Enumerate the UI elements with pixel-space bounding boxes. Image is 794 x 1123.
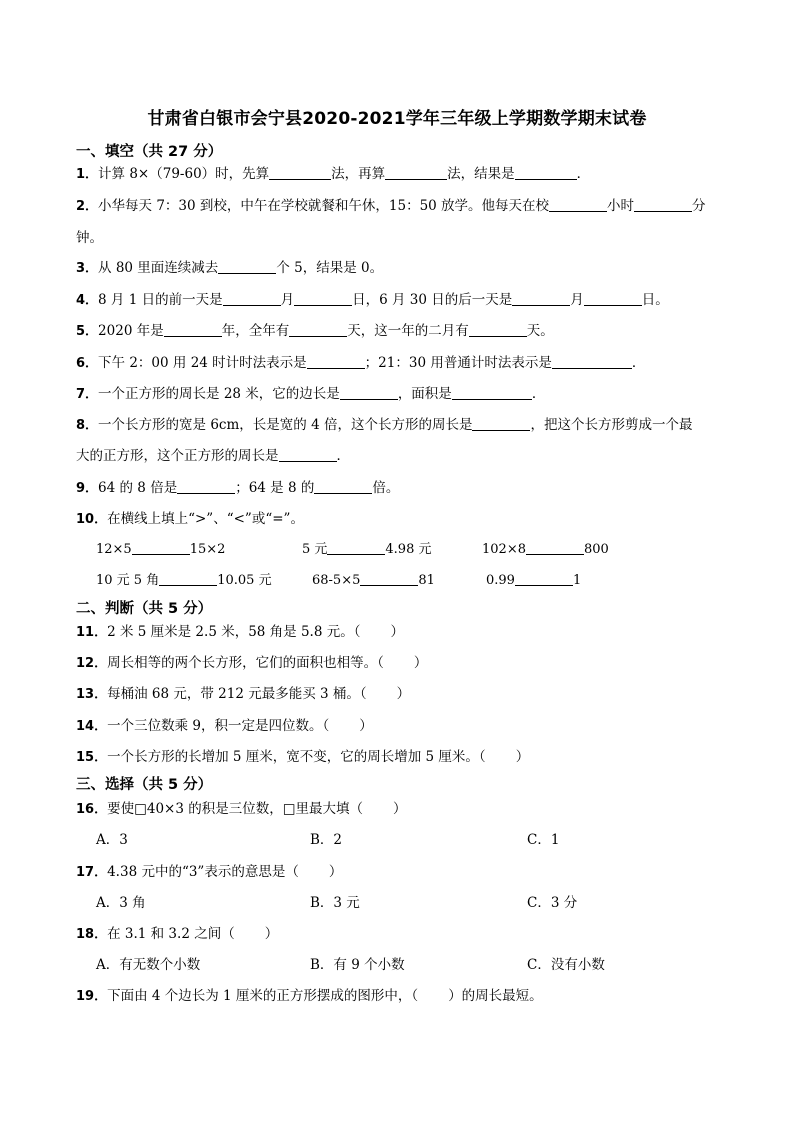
answer-blank[interactable] (452, 385, 532, 400)
compare-right: 800 (583, 542, 609, 557)
question-number: 6． (76, 356, 99, 371)
question-text: 月 (280, 292, 295, 308)
question-text: 一个正方形的周长是 28 米，它的边长是 (98, 386, 340, 402)
question-text: 日，6 月 30 日的后一天是 (352, 292, 513, 308)
question-text: ） (396, 686, 411, 702)
answer-blank[interactable] (279, 447, 337, 462)
question-text: ） (390, 624, 404, 640)
question-text: ． (576, 166, 591, 182)
question-text: ） (515, 749, 530, 765)
question-number: 3． (76, 261, 99, 276)
question-text: ． (631, 355, 646, 371)
question-text: 2020 年是 (98, 323, 164, 339)
question-text: ；21：30 用普通计时法表示是 (364, 355, 552, 371)
question-number: 10． (76, 512, 108, 527)
answer-blank[interactable] (469, 322, 527, 337)
question-text: 一个三位数乘 9，积一定是四位数。（ (107, 718, 330, 734)
page-title: 甘肃省白银市会宁县2020-2021学年三年级上学期数学期末试卷 (147, 109, 647, 129)
question-text: ）的周长最短。 (448, 988, 543, 1004)
option-b[interactable]: B．3 元 (310, 895, 360, 911)
answer-blank[interactable] (269, 165, 331, 180)
question-number: 16． (76, 802, 108, 817)
section-heading-true-false: 二、判断（共 5 分） (76, 601, 213, 617)
question-text: ） (359, 718, 373, 734)
question-text: 下午 2：00 用 24 时计时法表示是 (98, 355, 307, 371)
answer-blank[interactable] (472, 416, 530, 431)
compare-item (302, 540, 431, 560)
question-text: 一个长方形的宽是 6cm，长是宽的 4 倍，这个长方形的周长是 (98, 417, 473, 433)
question-text: 天。 (526, 323, 554, 339)
question-number: 12． (76, 656, 108, 671)
question-9 (76, 478, 399, 499)
compare-right: 10.05 元 (217, 573, 272, 588)
question-text: 法，再算 (331, 166, 386, 182)
answer-blank[interactable] (360, 571, 418, 586)
question-number: 9． (76, 481, 99, 496)
option-a[interactable]: A．3 角 (96, 895, 146, 911)
option-a[interactable]: A．有无数个小数 (96, 957, 201, 973)
compare-right: 15×2 (189, 542, 226, 557)
question-text: 个 5，结果是 0。 (276, 260, 384, 276)
compare-left: 102×8 (482, 542, 526, 557)
question-number: 18． (76, 927, 108, 942)
question-number: 1． (76, 167, 99, 182)
question-text: 在横线上填上“>”、“<”或“=”。 (107, 511, 304, 527)
question-6 (76, 353, 645, 374)
question-text: 小华每天 7：30 到校，中午在学校就餐和午休，15：50 放学。他每天在校 (98, 198, 550, 214)
answer-blank[interactable] (515, 165, 577, 180)
question-text: 小时 (607, 198, 635, 214)
option-b[interactable]: B．2 (310, 832, 343, 848)
question-text: ，把这个长方形剪成一个最 (530, 417, 693, 433)
question-2-continued (76, 228, 103, 248)
question-text: 4.38 元中的“3”表示的意思是（ (107, 864, 299, 880)
question-text: 周长相等的两个长方形，它们的面积也相等。（ (107, 655, 384, 671)
answer-blank[interactable] (177, 479, 235, 494)
question-19 (76, 986, 543, 1007)
answer-blank[interactable] (512, 291, 570, 306)
question-text: 每桶油 68 元，带 212 元最多能买 3 桶。（ (107, 686, 367, 702)
compare-right: 1 (572, 573, 582, 588)
question-text: ） (328, 864, 343, 880)
answer-blank[interactable] (294, 291, 352, 306)
question-8-continued (76, 446, 350, 466)
answer-blank[interactable] (307, 354, 365, 369)
question-text: ． (531, 386, 546, 402)
answer-blank[interactable] (634, 197, 692, 212)
compare-item (96, 540, 225, 560)
answer-blank[interactable] (314, 479, 372, 494)
question-number: 5． (76, 324, 99, 339)
question-14 (76, 716, 373, 737)
question-text: 法，结果是 (447, 166, 515, 182)
question-number: 7． (76, 387, 99, 402)
compare-item (312, 571, 435, 591)
compare-item (482, 540, 609, 560)
option-c[interactable]: C．没有小数 (527, 957, 605, 973)
question-text: ；64 是 8 的 (235, 480, 315, 496)
answer-blank[interactable] (340, 385, 398, 400)
question-15 (76, 747, 529, 768)
question-text: ） (413, 655, 428, 671)
question-8 (76, 415, 692, 436)
compare-right: 81 (418, 573, 435, 588)
question-text: 64 的 8 倍是 (98, 480, 178, 496)
question-text: 8 月 1 日的前一天是 (98, 292, 223, 308)
question-3 (76, 258, 383, 279)
question-number: 15． (76, 750, 108, 765)
question-2 (76, 196, 706, 217)
question-number: 11． (76, 625, 108, 640)
compare-item (486, 571, 581, 591)
question-number: 4． (76, 293, 99, 308)
answer-blank[interactable] (327, 540, 385, 555)
question-text: ． (336, 448, 350, 464)
compare-left: 10 元 5 角 (96, 573, 160, 588)
answer-blank[interactable] (164, 322, 222, 337)
option-a[interactable]: A．3 (96, 832, 128, 848)
question-text: ） (392, 801, 407, 817)
answer-blank[interactable] (526, 540, 584, 555)
answer-blank[interactable] (289, 322, 347, 337)
answer-blank[interactable] (218, 259, 276, 274)
question-number: 14． (76, 719, 108, 734)
question-text: 从 80 里面连续减去 (98, 260, 219, 276)
question-number: 17． (76, 865, 108, 880)
answer-blank[interactable] (549, 197, 607, 212)
question-text: ） (264, 926, 279, 942)
question-text: 日。 (641, 292, 669, 308)
answer-blank[interactable] (385, 165, 447, 180)
question-7 (76, 384, 545, 405)
question-11 (76, 622, 404, 643)
question-4 (76, 290, 669, 311)
question-text: 下面由 4 个边长为 1 厘米的正方形摆成的图形中，（ (107, 988, 419, 1004)
section-heading-multiple-choice: 三、选择（共 5 分） (76, 777, 213, 793)
answer-blank[interactable] (132, 540, 190, 555)
question-number: 8． (76, 418, 99, 433)
question-text: 大的正方形，这个正方形的周长是 (76, 448, 279, 464)
answer-blank[interactable] (159, 571, 217, 586)
question-text: 一个长方形的长增加 5 厘米，宽不变，它的周长增加 5 厘米。（ (107, 749, 486, 765)
question-text: ，面积是 (397, 386, 452, 402)
compare-item (96, 571, 272, 591)
question-13 (76, 684, 410, 705)
answer-blank[interactable] (584, 291, 642, 306)
question-text: 2 米 5 厘米是 2.5 米，58 角是 5.8 元。（ (107, 624, 361, 640)
answer-blank[interactable] (515, 571, 573, 586)
compare-right: 4.98 元 (385, 542, 432, 557)
option-c[interactable]: C．3 分 (527, 895, 578, 911)
question-text: 计算 8×（79-60）时，先算 (98, 166, 270, 182)
question-text: 天，这一年的二月有 (347, 323, 469, 339)
question-text: 年，全年有 (221, 323, 290, 339)
answer-blank[interactable] (552, 354, 632, 369)
question-18 (76, 924, 278, 945)
question-number: 19． (76, 989, 108, 1004)
question-text: 分 (692, 198, 706, 214)
question-text: 倍。 (372, 480, 400, 496)
compare-left: 12×5 (96, 542, 132, 557)
question-12 (76, 653, 427, 674)
option-b[interactable]: B．有 9 个小数 (310, 957, 405, 973)
compare-left: 0.99 (486, 573, 515, 588)
question-text: 月 (570, 292, 584, 308)
question-1 (76, 164, 590, 185)
compare-left: 68-5×5 (312, 573, 361, 588)
question-10 (76, 509, 304, 530)
section-heading-fill-blank: 一、填空（共 27 分） (76, 144, 223, 160)
question-text: 要使□40×3 的积是三位数，□里最大填（ (107, 801, 363, 817)
question-17 (76, 862, 342, 883)
question-number: 2． (76, 199, 99, 214)
question-number: 13． (76, 687, 108, 702)
question-16 (76, 799, 406, 820)
answer-blank[interactable] (223, 291, 281, 306)
option-c[interactable]: C．1 (527, 832, 560, 848)
compare-left: 5 元 (302, 542, 328, 557)
question-text: 钟。 (76, 230, 103, 246)
question-5 (76, 321, 554, 342)
question-text: 在 3.1 和 3.2 之间（ (107, 926, 235, 942)
